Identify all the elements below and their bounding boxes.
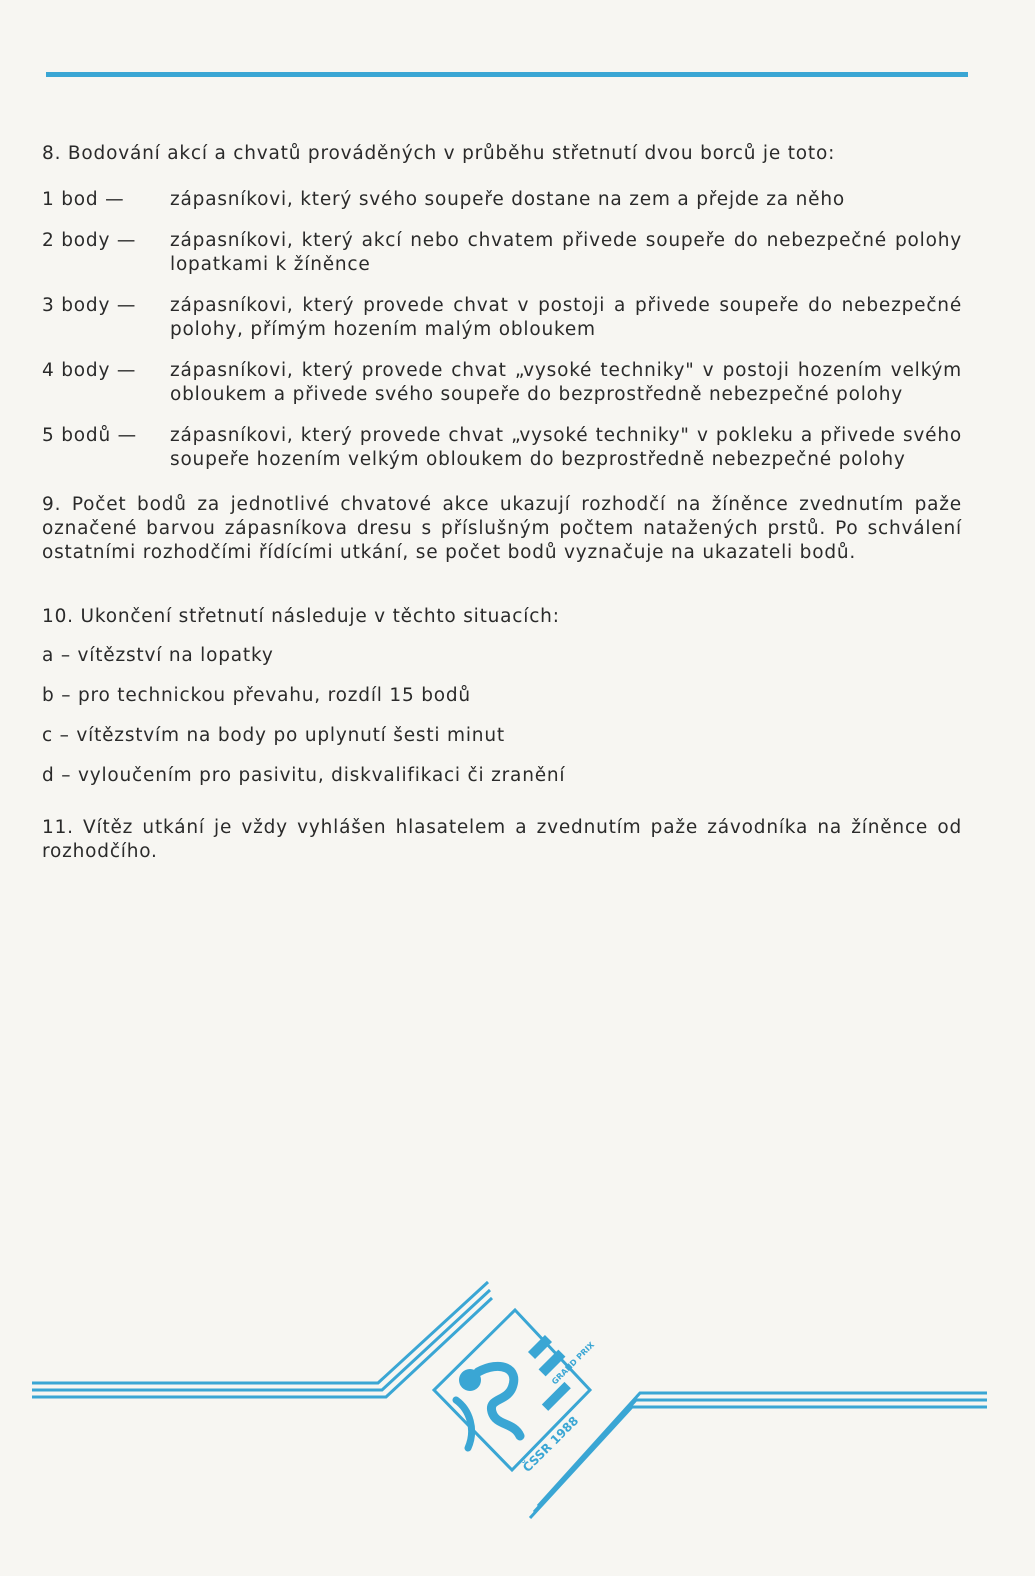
score-item-3 [42, 294, 962, 342]
score-label: 1 bod — [42, 189, 125, 210]
top-divider [46, 72, 968, 77]
score-item-1 [42, 188, 962, 212]
score-description: zápasníkovi, který provede chvat v postoji a přivede soupeře do nebezpečné polohy, přímým hozením malým obloukem [170, 295, 962, 340]
score-label: 2 body — [42, 230, 137, 251]
emblem-text [440, 1340, 600, 1475]
emblem-title: GRAND PRIX [550, 1340, 597, 1387]
left-stripe-line [32, 1282, 488, 1383]
score-label: 5 bodů — [42, 425, 137, 446]
section-10-heading: 10. Ukončení střetnutí následuje v těchto situacích: [42, 606, 560, 627]
left-stripe-line [32, 1290, 490, 1390]
emblem-subtitle: ČSSR 1988 [520, 1413, 582, 1475]
section-8-heading: 8. Bodování akcí a chvatů prováděných v průběhu střetnutí dvou borců je toto: [42, 143, 836, 164]
end-condition-c: c – vítězstvím na body po uplynutí šesti minut [42, 725, 505, 746]
score-description: zápasníkovi, který svého soupeře dostane na zem a přejde za něho [170, 189, 845, 210]
section-9-paragraph: 9. Počet bodů za jednotlivé chvatové akce ukazují rozhodčí na žíněnce zvednutím paže označené barvou zápasníkova dresu s příslušným počtem natažených prstů. Po schválení ostatními rozhodčími řídícími utkání, se počet bodů vyznačuje na ukazateli bodů. [42, 494, 962, 563]
score-label: 3 body — [42, 295, 137, 316]
score-item-2 [42, 229, 962, 277]
section-11-paragraph: 11. Vítěz utkání je vždy vyhlášen hlasatelem a zvednutím paže závodníka na žíněnce od rozhodčího. [42, 817, 962, 862]
score-item-4 [42, 359, 962, 407]
document-body [42, 142, 962, 864]
score-description: zápasníkovi, který akcí nebo chvatem přivede soupeře do nebezpečné polohy lopatkami k žíněnce [170, 230, 962, 275]
score-item-5 [42, 424, 962, 472]
right-stripe-line [534, 1400, 987, 1512]
right-stripe-line [538, 1393, 987, 1506]
end-condition-d: d – vyloučením pro pasivitu, diskvalifikaci či zranění [42, 765, 566, 786]
score-description: zápasníkovi, který provede chvat „vysoké techniky" v postoji hozením velkým obloukem a přivede svého soupeře do bezprostředně nebezpečné polohy [170, 360, 962, 405]
end-condition-a: a – vítězství na lopatky [42, 645, 274, 666]
score-description: zápasníkovi, který provede chvat „vysoké techniky" v pokleku a přivede svého soupeře hozením velkým obloukem do bezprostředně nebezpečné polohy [170, 425, 962, 470]
end-condition-b: b – pro technickou převahu, rozdíl 15 bodů [42, 685, 471, 706]
score-label: 4 body — [42, 360, 137, 381]
